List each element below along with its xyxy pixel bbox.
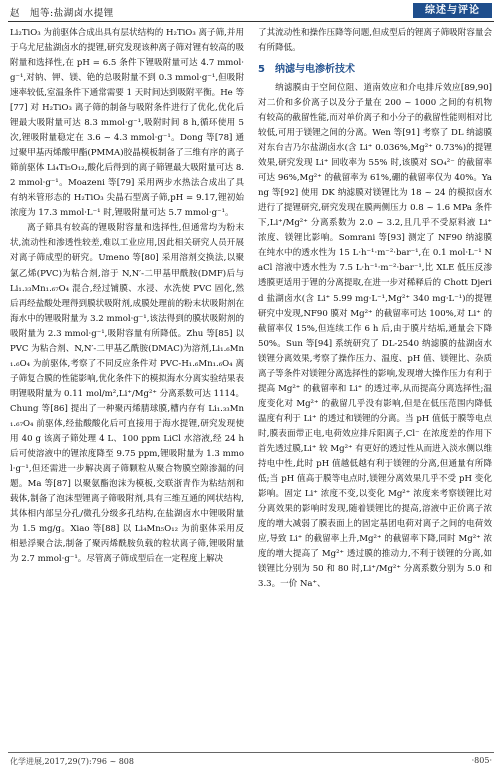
body-paragraph: 纳滤膜由于空间位阻、道南效应和介电排斥效应[89,90] 对二价和多价离子以及分子量在 200 ~ 1000 之间的有机物有较高的截留性能,而对单价离子和小分子的截留性能则相对比较低,可用于镁锂之间的分离。Wen 等[91] 考察了 DL 纳滤膜对东台吉乃尔盐湖卤水(含 Li⁺ 0.036%,Mg²⁺ 0.73%)的提锂效果,研究发现 Li⁺ 回收率为 55% 时,该膜对 SO₄²⁻ 的截留率可达 96%,Mg²⁺ 的截留率为 61%,硼的截留率仅为 40%。Yang 等[92] 使用 DK 纳滤膜对镁锂比为 18 ~ 24 的模拟卤水进行了提锂研究,研究发现在膜两侧压力 0.8 ~ 1.6 MPa 条件下,Li⁺/Mg²⁺ 分离系数为 2.0 ~ 3.2,且几乎不受原料液 Li⁺ 浓度、镁锂比影响。Somrani 等[93] 测定了 NF90 纳滤膜在纯水中的透水性为 15 L·h⁻¹·m⁻²·bar⁻¹,在 0.1 mol·L⁻¹ NaCl 溶液中透水性为 7.5 L·h⁻¹·m⁻²·bar⁻¹,比 XLE 低压反渗透膜更适用于锂的分离提取,在进一步对稀释后的 Chott Djerid 盐湖卤水(含 Li⁺ 5.99 mg·L⁻¹,Mg²⁺ 340 mg·L⁻¹)的提锂研究中发现,NF90 膜对 Mg²⁺ 的截留率可达 100%,对 Li⁺ 的截留率仅 15%,但连续工作 6 h 后,由于膜片结垢,通量会下降 50%。Sun 等[94] 系统研究了 DL-2540 纳滤膜的盐湖卤水镁锂分离效果,考察了操作压力、温度、pH 值、镁锂比、杂质离子等条件对镁锂分离选择性的影响,发现增大操作压力有利于提高 Mg²⁺ 的截留率和 Li⁺ 的透过率,从而提高分离选择性;温度变化对 Mg²⁺ 的截留几乎没有影响,但是在低压范围内降低温度有利于 Li⁺ 的透过和镁锂的分离。当 pH 值低于膜等电点时,膜表面带正电,电荷效应排斥阳离子,Cl⁻ 在浓度差的作用下首先透过膜,Li⁺ 较 Mg²⁺ 有更好的透过性从而进入淡水侧以维持电中性,此时 pH 值越低越有利于镁锂的分离,但通量有所降低;当 pH 值高于膜等电点时,镁锂分离效果几乎不受 pH 变化影响。固定 Li⁺ 浓度不变,以变化 Mg²⁺ 浓度来考察镁锂比对分离效果的影响时发现,随着镁锂比的提高,溶液中正价离子浓度的增大减弱了膜表面上的固定基团电荷对离子之间的电荷效应,导致 Li⁺ 的截留率上升,Mg²⁺ 的截留率下降,同时 Mg²⁺ 浓度的增大提高了 Mg²⁺ 透过膜的推动力,不利于镁锂的分离,如镁锂比分别为 50 和 80 时,Li⁺/Mg²⁺ 分离系数分别为 5.0 和 3.3。一价 Na⁺、	[258, 83, 492, 590]
footer-rule	[8, 752, 494, 753]
page-header	[0, 0, 502, 22]
body-paragraph: 离子筛具有较高的锂吸附容量和选择性,但通常均为粉末状,流动性和渗透性较差,难以工业应用,因此相关研究人员开展对离子筛成型的研究。Umeno 等[80] 采用溶剂交换法,以聚氯乙烯(PVC)为粘合剂,溶于 N,N′-二甲基甲酰胺(DMF)后与 Li₁.₃₃Mn₁.₆₇O₄ 混合,经过铺膜、水浸、水洗使 PVC 固化,然后再经盐酸处理得到膜状吸附剂,成膜处理前的粉末状吸附剂在海水中的锂吸附量为 3.2 mmol·g⁻¹,该法得到的膜状吸附剂的吸附量为 2.3 mmol·g⁻¹,吸附容量有所降低。Zhu 等[85] 以 PVC 为粘合剂、N,N′-二甲基乙酰胺(DMAC)为溶剂,Li₁.₆Mn₁.₆O₄ 为前驱体,考察了不同反应条件对 PVC-H₁.₆Mn₁.₆O₄ 离子筛复合膜的性能影响,优化条件下的模拟海水分离实验结果表明锂吸附量为 0.11 mol/m²,Li⁺/Mg²⁺ 分离系数可达 1114。Chung 等[86] 提出了一种聚丙烯腈球膜,槽内存有 Li₁.₃₃Mn₁.₆₇O₄ 前驱体,经盐酸酸化后可直接用于海水提锂,研究发现使用 40 g 该离子筛处理 4 L、100 ppm LiCl 水溶液,经 24 h 后可使溶液中的锂浓度降至 9.75 ppm,锂吸附量为 1.3 mmol·g⁻¹,但还需进一步解决离子筛颗粒从聚合物膜空隙渗漏的问题。Ma 等[87] 以聚氨酯泡沫为模板,交联浙青作为粘结剂和载体,制备了泡沫型锂离子筛吸附剂,具有三维互通的网状结构,其体相内部呈分孔/微孔分级多孔结构,在盐湖卤水中锂吸附量为 1.5 mg/g。Xiao 等[88] 以 Li₄Mn₅O₁₂ 为前驱体采用反相悬浮聚合法,制备了聚丙烯酰胺负载的粒状离子筛,锂吸附量为 2.7 mmol·g⁻¹。尽管离子筛成型后在一定程度上解决	[10, 223, 244, 565]
section-tag: 综述与评论	[413, 3, 492, 18]
body-paragraph: Li₂TiO₃ 为前驱体合成出具有层状结构的 H₂TiO₃ 离子筛,并用于乌尤尼盐湖卤水的提锂,研究发现该种离子筛对锂有较高的吸附量和选择性,在 pH = 6.5 条件下锂吸附量可达 4.7 mmol·g⁻¹,对钠、钾、镁、铯的总吸附量不到 0.3 mmol·g⁻¹,但吸附速率较低,室温条件下通常需要 1 天时间达到吸附平衡。He 等[77] 对 H₂TiO₃ 离子筛的制备与吸附条件进行了优化,优化后锂最大吸附量可达 8.3 mmol·g⁻¹,吸附时间 8 h,循环使用 5 次,锂吸附量稳定在 3.6 ~ 4.3 mmol·g⁻¹。Dong 等[78] 通过聚甲基丙烯酸甲酯(PMMA)胶晶模板制备了三维有序的离子筛前驱体 Li₄Ti₅O₁₂,酸化后得到的离子筛锂最大吸附量可达 8.2 mmol·g⁻¹。Moazeni 等[79] 采用两步水热法合成出了具有纳米管形态的 H₂TiO₃ 尖晶石型离子筛,pH = 9.17,锂初始浓度为 17.3 mmol·L⁻¹ 时,锂吸附量可达 5.7 mmol·g⁻¹。	[10, 28, 244, 219]
right-column	[258, 26, 492, 592]
page-number: ·805·	[471, 756, 492, 765]
section-heading: 5 纳滤与电渗析技术	[258, 64, 355, 76]
header-rule	[8, 21, 494, 22]
journal-citation: 化学进展,2017,29(7):796 ~ 808	[10, 757, 134, 766]
left-column	[10, 26, 244, 567]
running-title: 赵 旭等:盐湖卤水提锂	[10, 8, 114, 19]
body-paragraph: 了其流动性和操作压降等问题,但成型后的锂离子筛吸附容量会有所降低。	[258, 28, 492, 54]
